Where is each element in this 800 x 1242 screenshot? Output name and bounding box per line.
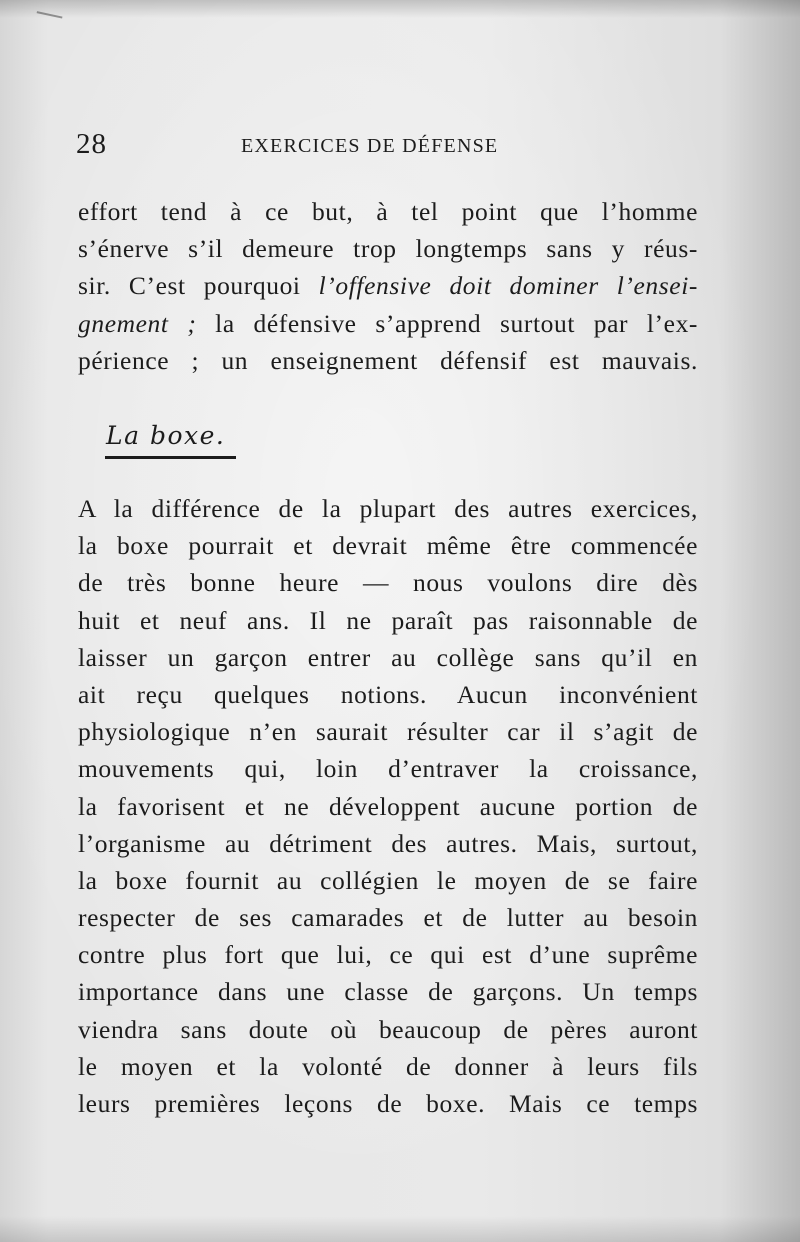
- paragraph-line: huit et neuf ans. Il ne paraît pas raisonnable de: [78, 605, 698, 635]
- paragraph-1: [78, 193, 698, 379]
- paragraph-line: [78, 342, 698, 379]
- paragraph-line: viendra sans doute où beaucoup de pères auront: [78, 1014, 698, 1044]
- running-head: [76, 128, 706, 168]
- paragraph-line: l’organisme au détriment des autres. Mais, surtout,: [78, 828, 698, 858]
- paragraph-line: mouvements qui, loin d’entraver la croissance,: [78, 754, 698, 784]
- paragraph-2: [78, 490, 698, 1122]
- heading-underline: [105, 456, 236, 459]
- paragraph-line: [78, 230, 698, 267]
- paragraph-line: la favorisent et ne développent aucune portion de: [78, 791, 698, 821]
- paragraph-line: le moyen et la volonté de donner à leurs fils: [78, 1051, 698, 1081]
- paragraph-line: leurs premières leçons de boxe. Mais ce temps: [78, 1089, 698, 1118]
- line-text: effort tend à ce but, à tel point que l’homme: [78, 197, 698, 226]
- paragraph-line: ait reçu quelques notions. Aucun inconvénient: [78, 679, 698, 709]
- page-number: 28: [76, 128, 107, 160]
- paragraph-line: [78, 193, 698, 230]
- italic-emphasis: gnement ;: [78, 308, 197, 338]
- line-text: périence ; un enseignement défensif est mauvais.: [78, 345, 698, 375]
- paragraph-line: respecter de ses camarades et de lutter au besoin: [78, 903, 698, 933]
- line-text: sir. C’est pourquoi: [78, 271, 319, 301]
- line-text: la défensive s’apprend surtout par l’ex-: [196, 308, 699, 338]
- paragraph-line: [78, 305, 698, 342]
- paragraph-line: contre plus fort que lui, ce qui est d’une suprême: [78, 940, 698, 970]
- paragraph-line: importance dans une classe de garçons. Un temps: [78, 977, 698, 1007]
- section-heading: La boxe.: [106, 421, 226, 450]
- running-title: EXERCICES DE DÉFENSE: [241, 135, 499, 157]
- paragraph-line: la boxe fournit au collégien le moyen de se faire: [78, 865, 698, 895]
- corner-mark: [37, 0, 66, 19]
- italic-emphasis: l’offensive doit dominer l’ensei-: [318, 271, 698, 301]
- paragraph-line: de très bonne heure — nous voulons dire dès: [78, 568, 698, 598]
- paragraph-line: A la différence de la plupart des autres exercices,: [78, 494, 698, 523]
- paragraph-line: laisser un garçon entrer au collège sans qu’il en: [78, 642, 698, 672]
- paragraph-line: la boxe pourrait et devrait même être commencée: [78, 531, 698, 561]
- line-text: s’énerve s’il demeure trop longtemps sans y réus-: [78, 234, 698, 264]
- paragraph-line: [78, 267, 698, 304]
- paragraph-line: physiologique n’en saurait résulter car il s’agit de: [78, 717, 698, 747]
